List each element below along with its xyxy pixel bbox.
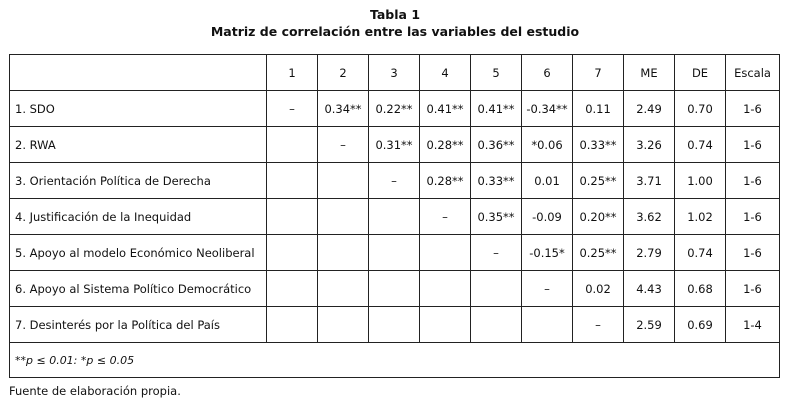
significance-note: **p ≤ 0.01: *p ≤ 0.05 (10, 343, 780, 378)
correlation-table (9, 54, 780, 378)
table-cell (318, 163, 369, 199)
table-cell (420, 271, 471, 307)
table-cell: 0.28** (420, 163, 471, 199)
table-cell (267, 163, 318, 199)
table-cell: 2.79 (624, 235, 675, 271)
header-cell: ME (624, 55, 675, 91)
table-cell: – (318, 127, 369, 163)
table-cell: 3.62 (624, 199, 675, 235)
table-cell (369, 199, 420, 235)
table-cell (420, 235, 471, 271)
header-cell: 1 (267, 55, 318, 91)
table-cell: 0.28** (420, 127, 471, 163)
table-cell (471, 307, 522, 343)
table-row (10, 163, 780, 199)
table-row (10, 199, 780, 235)
table-cell: 0.36** (471, 127, 522, 163)
table-cell: 0.35** (471, 199, 522, 235)
table-cell: 0.25** (573, 235, 624, 271)
table-cell (318, 271, 369, 307)
table-cell: 4.43 (624, 271, 675, 307)
table-cell: 0.34** (318, 91, 369, 127)
table-cell: 1-6 (726, 163, 780, 199)
table-cell: 3.26 (624, 127, 675, 163)
table-row (10, 271, 780, 307)
header-cell: 2 (318, 55, 369, 91)
table-cell (369, 235, 420, 271)
header-cell: DE (675, 55, 726, 91)
table-row (10, 127, 780, 163)
table-cell: 0.41** (471, 91, 522, 127)
table-cell: 0.25** (573, 163, 624, 199)
table-cell: 1.00 (675, 163, 726, 199)
table-cell: – (369, 163, 420, 199)
table-cell: 0.69 (675, 307, 726, 343)
table-cell: – (267, 91, 318, 127)
table-cell: 0.22** (369, 91, 420, 127)
table-cell: 0.74 (675, 127, 726, 163)
header-cell: 3 (369, 55, 420, 91)
table-cell: 1-6 (726, 199, 780, 235)
table-cell: 1-6 (726, 127, 780, 163)
row-label: 6. Apoyo al Sistema Político Democrático (10, 271, 267, 307)
table-number: Tabla 1 (369, 7, 421, 22)
table-cell: – (522, 271, 573, 307)
table-row (10, 235, 780, 271)
row-label: 4. Justificación de la Inequidad (10, 199, 267, 235)
table-cell: 1-6 (726, 91, 780, 127)
header-cell (10, 55, 267, 91)
table-cell: 0.33** (471, 163, 522, 199)
table-cell (369, 271, 420, 307)
table-cell: 0.11 (573, 91, 624, 127)
table-cell: *0.06 (522, 127, 573, 163)
table-cell: 2.59 (624, 307, 675, 343)
table-cell (318, 307, 369, 343)
header-cell: 6 (522, 55, 573, 91)
table-cell: 2.49 (624, 91, 675, 127)
table-cell (420, 307, 471, 343)
table-cell (471, 271, 522, 307)
table-cell: 0.41** (420, 91, 471, 127)
table-cell (267, 307, 318, 343)
table-cell (267, 235, 318, 271)
table-cell: 1-4 (726, 307, 780, 343)
table-cell: – (420, 199, 471, 235)
table-cell: 0.70 (675, 91, 726, 127)
row-label: 3. Orientación Política de Derecha (10, 163, 267, 199)
table-cell (318, 235, 369, 271)
header-cell: 4 (420, 55, 471, 91)
table-cell: 0.02 (573, 271, 624, 307)
source-note: Fuente de elaboración propia. (9, 384, 181, 398)
table-cell: – (573, 307, 624, 343)
table-cell: 0.20** (573, 199, 624, 235)
row-label: 5. Apoyo al modelo Económico Neoliberal (10, 235, 267, 271)
table-cell: -0.34** (522, 91, 573, 127)
table-cell: – (471, 235, 522, 271)
row-label: 7. Desinterés por la Política del País (10, 307, 267, 343)
table-cell (318, 199, 369, 235)
table-title: Matriz de correlación entre las variables del estudio (210, 24, 580, 39)
table-cell: 3.71 (624, 163, 675, 199)
table-cell (267, 271, 318, 307)
header-cell: 7 (573, 55, 624, 91)
table-cell (522, 307, 573, 343)
table-cell: -0.09 (522, 199, 573, 235)
table-cell (267, 127, 318, 163)
table-cell: 0.33** (573, 127, 624, 163)
table-note-row (10, 343, 780, 378)
header-cell: 5 (471, 55, 522, 91)
table-cell: 0.01 (522, 163, 573, 199)
table-cell: -0.15* (522, 235, 573, 271)
table-cell: 0.74 (675, 235, 726, 271)
table-cell: 1-6 (726, 235, 780, 271)
table-cell: 1.02 (675, 199, 726, 235)
table-row (10, 91, 780, 127)
table-cell: 0.68 (675, 271, 726, 307)
table-cell (267, 199, 318, 235)
table-row (10, 307, 780, 343)
row-label: 2. RWA (10, 127, 267, 163)
table-cell (369, 307, 420, 343)
table-cell: 0.31** (369, 127, 420, 163)
table-cell: 1-6 (726, 271, 780, 307)
header-row (10, 55, 780, 91)
row-label: 1. SDO (10, 91, 267, 127)
header-cell: Escala (726, 55, 780, 91)
